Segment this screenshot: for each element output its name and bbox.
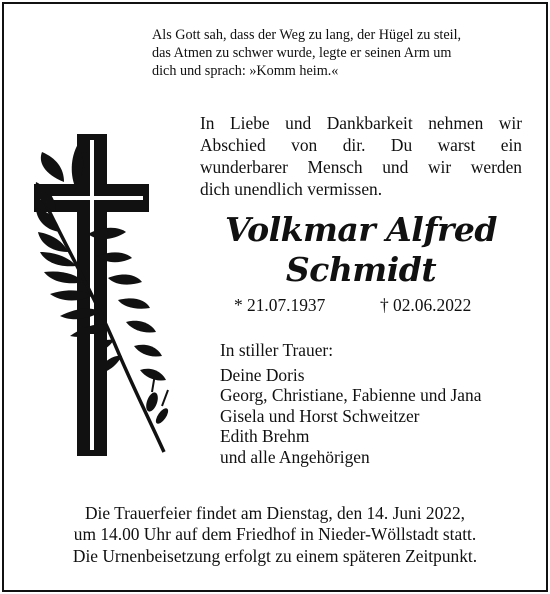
- mourners-list: [220, 365, 540, 468]
- funeral-details: [14, 503, 536, 567]
- farewell-text: [200, 112, 522, 200]
- farewell-line: In Liebe und Dankbarkeit nehmen wir: [200, 113, 522, 133]
- farewell-line: Abschied von dir. Du warst ein: [200, 135, 522, 155]
- funeral-details-line: Die Urnenbeisetzung erfolgt zu einem späteren Zeitpunkt.: [72, 546, 478, 566]
- quote-line: Als Gott sah, dass der Weg zu lang, der Hügel zu steil,: [152, 27, 462, 43]
- deceased-first-names: Volkmar Alfred: [225, 210, 497, 249]
- quote-text: [152, 26, 528, 80]
- birth-date: * 21.07.1937: [234, 295, 326, 315]
- list-item: Gisela und Horst Schweitzer: [220, 405, 420, 426]
- quote-line: das Atmen zu schwer wurde, legte er seinen Arm um: [152, 45, 452, 61]
- death-date: † 02.06.2022: [380, 295, 472, 315]
- deceased-name: [200, 210, 522, 290]
- quote-line: dich und sprach: »Komm heim.«: [152, 63, 339, 79]
- cross-with-palm-branch-icon: [34, 134, 179, 464]
- obituary-notice: [2, 2, 548, 592]
- deceased-surname: Schmidt: [285, 250, 437, 289]
- list-item: Georg, Christiane, Fabienne und Jana: [220, 385, 482, 406]
- farewell-line: dich unendlich vermissen.: [200, 179, 383, 199]
- funeral-details-line: um 14.00 Uhr auf dem Friedhof in Nieder-Wöllstadt statt.: [73, 524, 477, 544]
- farewell-line: wunderbarer Mensch und wir werden: [200, 157, 522, 177]
- list-item: und alle Angehörigen: [220, 446, 370, 467]
- list-item: Deine Doris: [220, 364, 305, 385]
- mourners-heading: In stiller Trauer:: [220, 340, 334, 360]
- funeral-details-line: Die Trauerfeier findet am Dienstag, den 14. Juni 2022,: [84, 503, 466, 523]
- mourners-block: [220, 340, 540, 468]
- list-item: Edith Brehm: [220, 426, 310, 447]
